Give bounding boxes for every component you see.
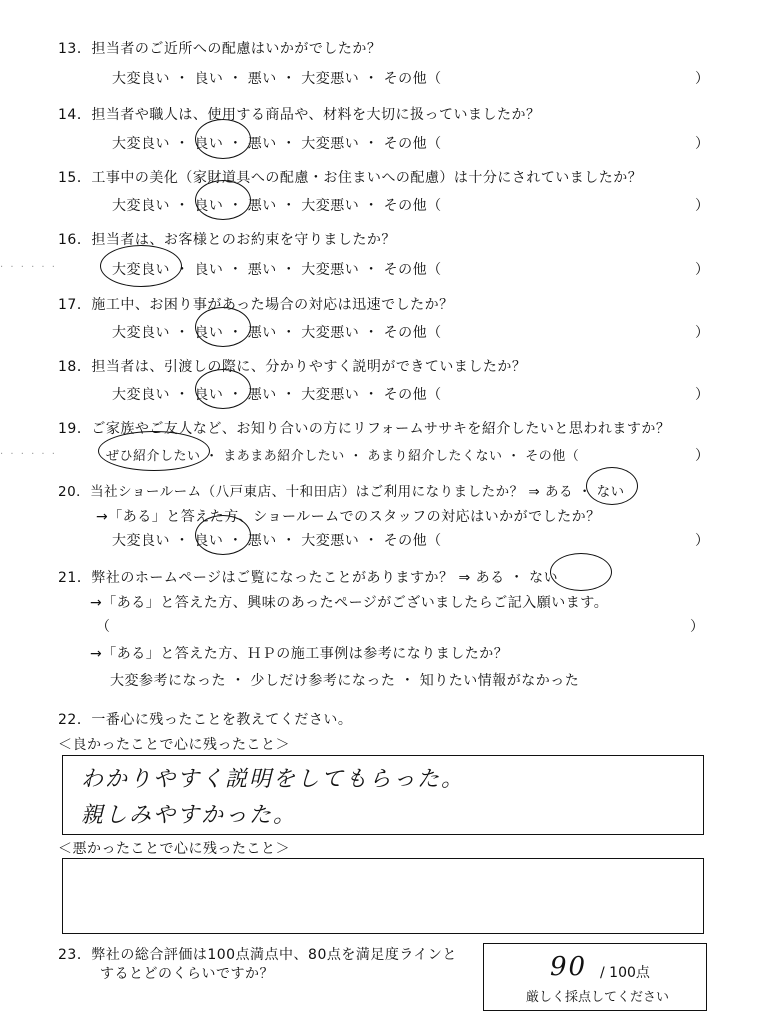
q15-close-paren: ）: [695, 198, 709, 214]
q17-close-paren: ）: [695, 325, 709, 341]
q14-question: 14．担当者や職人は、使用する商品や、材料を大切に扱っていましたか？: [58, 107, 541, 123]
q18-close-paren: ）: [695, 387, 709, 403]
q21-answer-circle: [550, 553, 612, 591]
q22-question: 22．一番心に残ったことを教えてください。: [58, 712, 353, 728]
q18-answer-circle: [195, 369, 251, 409]
q21-close-paren: ）: [690, 619, 704, 635]
q17-answer-circle: [195, 307, 251, 347]
q15-options: 大変良い ・ 良い ・ 悪い ・ 大変悪い ・ その他（: [112, 198, 442, 214]
q23-score-box: [483, 943, 707, 1011]
q17-question: 17．施工中、お困り事があった場合の対応は迅速でしたか？: [58, 297, 454, 313]
q22-good-answer-box: [62, 755, 704, 835]
q16-answer-circle: [100, 245, 182, 287]
q22-good-answer-line1: わかりやすく説明をしてもらった。: [81, 767, 466, 792]
q17-options: 大変良い ・ 良い ・ 悪い ・ 大変悪い ・ その他（: [112, 325, 442, 341]
q13-question: 13．担当者のご近所への配慮はいかがでしたか？: [58, 41, 382, 57]
q18-options: 大変良い ・ 良い ・ 悪い ・ 大変悪い ・ その他（: [112, 387, 442, 403]
q14-options: 大変良い ・ 良い ・ 悪い ・ 大変悪い ・ その他（: [112, 136, 442, 152]
q20-close-paren: ）: [695, 533, 709, 549]
q19-close-paren: ）: [695, 448, 709, 464]
q19-answer-circle: [98, 431, 210, 471]
q22-good-answer-line2: 親しみやすかった。: [81, 803, 298, 828]
q22-good-label: ＜良かったことで心に残ったこと＞: [58, 737, 290, 753]
q23-note: 厳しく採点してください: [526, 990, 670, 1005]
q23-score-value: 90: [550, 952, 588, 982]
q19-options: ぜひ紹介したい ・ まあまあ紹介したい ・ あまり紹介したくない ・ その他（: [106, 449, 580, 464]
q20-question: 20．当社ショールーム（八戸東店、十和田店）はご利用になりましたか？ ⇒ ある ・ ない: [58, 484, 625, 500]
q16-options: 大変良い ・ 良い ・ 悪い ・ 大変悪い ・ その他（: [112, 262, 442, 278]
q14-close-paren: ）: [695, 136, 709, 152]
q15-answer-circle: [195, 180, 251, 220]
scan-noise: · · · · · ·: [0, 449, 57, 460]
q13-close-paren: ）: [695, 71, 709, 87]
q22-bad-label: ＜悪かったことで心に残ったこと＞: [58, 841, 290, 857]
q23-question-line1: 23．弊社の総合評価は100点満点中、80点を満足度ラインと: [58, 947, 457, 963]
q18-question: 18．担当者は、引渡しの際に、分かりやすく説明ができていましたか？: [58, 359, 527, 375]
q20-answer-circle: [586, 467, 638, 505]
q20-sub-answer-circle: [195, 515, 251, 555]
q13-options: 大変良い ・ 良い ・ 悪い ・ 大変悪い ・ その他（: [112, 71, 442, 87]
q23-score-suffix: / 100点: [600, 965, 650, 981]
q16-close-paren: ）: [695, 262, 709, 278]
q23-question-line2: するとどのくらいですか？: [100, 966, 274, 982]
q21-subquestion-2: →「ある」と答えた方、ＨＰの施工事例は参考になりましたか？: [90, 646, 509, 662]
q21-subquestion-1: →「ある」と答えた方、興味のあったページがございましたらご記入願います。: [90, 595, 609, 611]
q15-question: 15．工事中の美化（家財道具への配慮・お住まいへの配慮）は十分にされていましたか？: [58, 170, 643, 186]
q16-question: 16．担当者は、お客様とのお約束を守りましたか？: [58, 232, 396, 248]
q20-options: 大変良い ・ 良い ・ 悪い ・ 大変悪い ・ その他（: [112, 533, 442, 549]
q20-subquestion: →「ある」と答えた方、ショールームでのスタッフの対応はいかがでしたか？: [96, 509, 601, 525]
scan-noise: · · · · · ·: [0, 262, 57, 273]
q21-question: 21．弊社のホームページはご覧になったことがありますか？ ⇒ ある ・ ない: [58, 570, 559, 586]
q22-bad-answer-box: [62, 858, 704, 934]
q21-options: 大変参考になった ・ 少しだけ参考になった ・ 知りたい情報がなかった: [110, 673, 580, 689]
q21-open-paren: （: [96, 619, 111, 635]
q14-answer-circle: [195, 119, 251, 159]
q19-question: 19．ご家族やご友人など、お知り合いの方にリフォームササキを紹介したいと思われますか？: [58, 421, 671, 437]
